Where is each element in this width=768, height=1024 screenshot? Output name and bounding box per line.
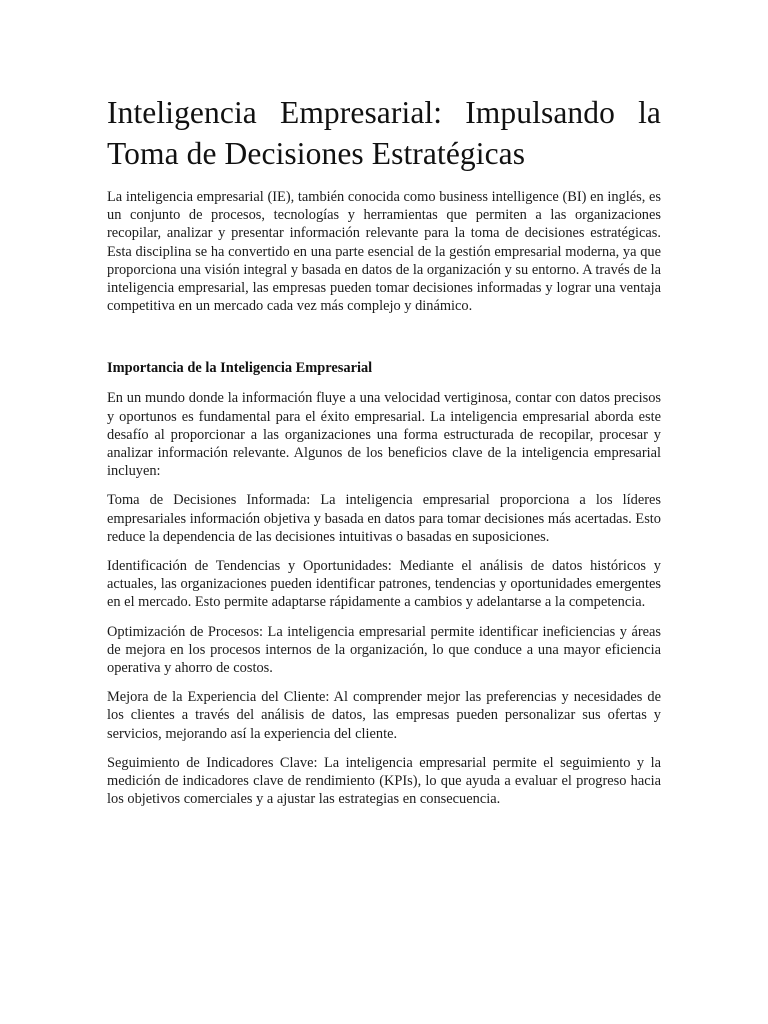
section-heading: Importancia de la Inteligencia Empresarial [107, 360, 373, 377]
document-title: Inteligencia Empresarial: Impulsando la Toma de Decisiones Estratégicas [107, 95, 661, 171]
body-paragraph: Mejora de la Experiencia del Cliente: Al comprender mejor las preferencias y necesidades de los clientes a través del análisis de datos, las empresas pueden personalizar sus ofertas y servicios, mejorando así la experiencia del cliente. [107, 689, 661, 742]
body-paragraph: Identificación de Tendencias y Oportunidades: Mediante el análisis de datos históricos y actuales, las organizaciones pueden identificar patrones, tendencias y oportunidades emergentes en el mercado. Esto permite adaptarse rápidamente a cambios y adelantarse a la competencia. [107, 558, 661, 611]
body-paragraph: En un mundo donde la información fluye a una velocidad vertiginosa, contar con datos precisos y oportunos es fundamental para el éxito empresarial. La inteligencia empresarial aborda este desafío al proporcionar a las organizaciones una forma estructurada de recopilar, procesar y analizar información relevante. Algunos de los beneficios clave de la inteligencia empresarial incluyen: [107, 390, 661, 480]
document-content [107, 92, 661, 808]
body-paragraph: Optimización de Procesos: La inteligencia empresarial permite identificar ineficiencias y áreas de mejora en los procesos internos de la organización, lo que conduce a una mayor eficiencia operativa y ahorro de costos. [107, 623, 661, 677]
intro-paragraph: La inteligencia empresarial (IE), también conocida como business intelligence (BI) en inglés, es un conjunto de procesos, tecnologías y herramientas que permiten a las organizaciones recopilar, analizar y presentar información relevante para la toma de decisiones estratégicas. Esta disciplina se ha convertido en una parte esencial de la gestión empresarial moderna, ya que proporciona una visión integral y basada en datos de la organización y su entorno. A través de la inteligencia empresarial, las empresas pueden tomar decisiones informadas y lograr una ventaja competitiva en un mercado cada vez más complejo y dinámico. [107, 189, 661, 315]
body-paragraph: Seguimiento de Indicadores Clave: La inteligencia empresarial permite el seguimiento y la medición de indicadores clave de rendimiento (KPIs), lo que ayuda a evaluar el progreso hacia los objetivos comerciales y a ajustar las estrategias en consecuencia. [107, 754, 661, 808]
body-paragraph: Toma de Decisiones Informada: La inteligencia empresarial proporciona a los líderes empresariales información objetiva y basada en datos para tomar decisiones más acertadas. Esto reduce la dependencia de las decisiones intuitivas o basadas en suposiciones. [107, 492, 661, 545]
